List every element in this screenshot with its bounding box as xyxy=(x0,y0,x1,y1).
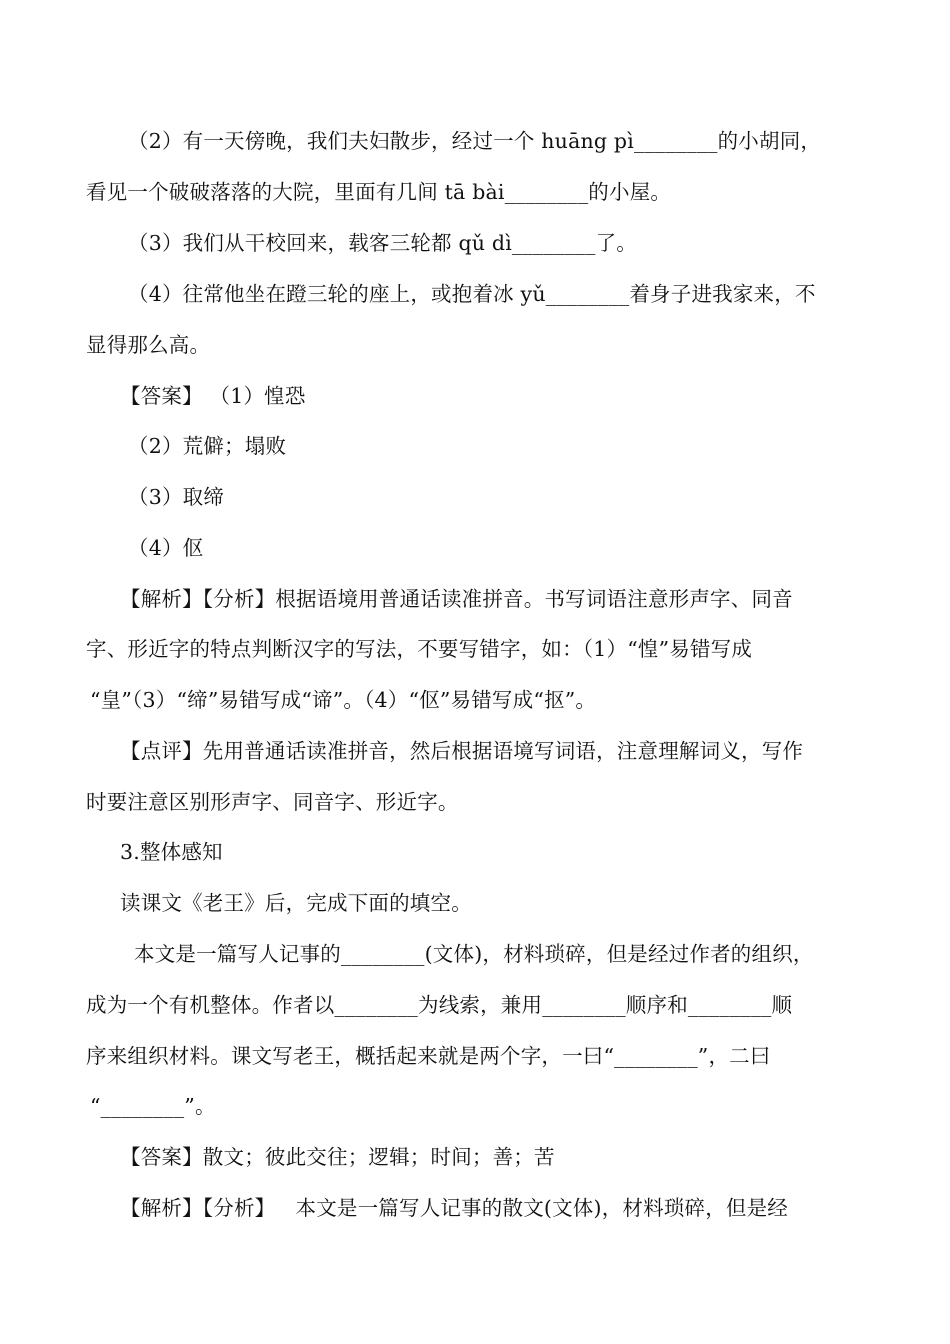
comment-line-1: 【点评】先用普通话读准拼音，然后根据语境写词语，注意理解词义，写作 xyxy=(120,739,804,763)
question-4-line-1: （4）往常他坐在蹬三轮的座上，或抱着冰 yǔ________着身子进我家来，不 xyxy=(128,282,816,306)
comment-line-2: 时要注意区别形声字、同音字、形近字。 xyxy=(86,790,459,814)
analysis-2-line-1: 【解析】【分析】 本文是一篇写人记事的散文(文体)，材料琐碎，但是经 xyxy=(120,1196,788,1220)
answer-2-line: （2）荒僻；塌败 xyxy=(128,434,287,458)
answer-2-label-line: 【答案】散文；彼此交往；逻辑；时间；善；苦 xyxy=(120,1145,555,1169)
instruction-line: 读课文《老王》后，完成下面的填空。 xyxy=(120,891,472,915)
question-2-line-1: （2）有一天傍晚，我们夫妇散步，经过一个 huāng pì________的小胡同， xyxy=(128,129,822,153)
answer-4-line: （4）伛 xyxy=(128,536,204,560)
analysis-line-3: “皇”（3）“缔”易错写成“谛”。（4）“伛”易错写成“抠”。 xyxy=(90,688,597,712)
fill-blank-line-1: 本文是一篇写人记事的________(文体)，材料琐碎，但是经过作者的组织， xyxy=(134,942,814,966)
fill-blank-line-2: 成为一个有机整体。作者以________为线索，兼用________顺序和________顺 xyxy=(86,993,793,1017)
fill-blank-line-3: 序来组织材料。课文写老王，概括起来就是两个字，一曰“________”，二曰 xyxy=(86,1044,771,1068)
question-3-line: （3）我们从干校回来，载客三轮都 qǔ dì________了。 xyxy=(128,231,637,255)
question-2-line-2: 看见一个破破落落的大院，里面有几间 tā bài________的小屋。 xyxy=(86,180,672,204)
analysis-line-2: 字、形近字的特点判断汉字的写法，不要写错字，如：（1）“惶”易错写成 xyxy=(86,637,753,661)
fill-blank-line-4: “________”。 xyxy=(90,1094,216,1118)
analysis-line-1: 【解析】【分析】根据语境用普通话读准拼音。书写词语注意形声字、同音 xyxy=(120,587,793,611)
question-4-line-2: 显得那么高。 xyxy=(86,333,211,357)
answer-label-line: 【答案】 （1）惶恐 xyxy=(120,384,306,408)
section-heading: 3.整体感知 xyxy=(120,840,223,864)
answer-3-line: （3）取缔 xyxy=(128,485,225,509)
